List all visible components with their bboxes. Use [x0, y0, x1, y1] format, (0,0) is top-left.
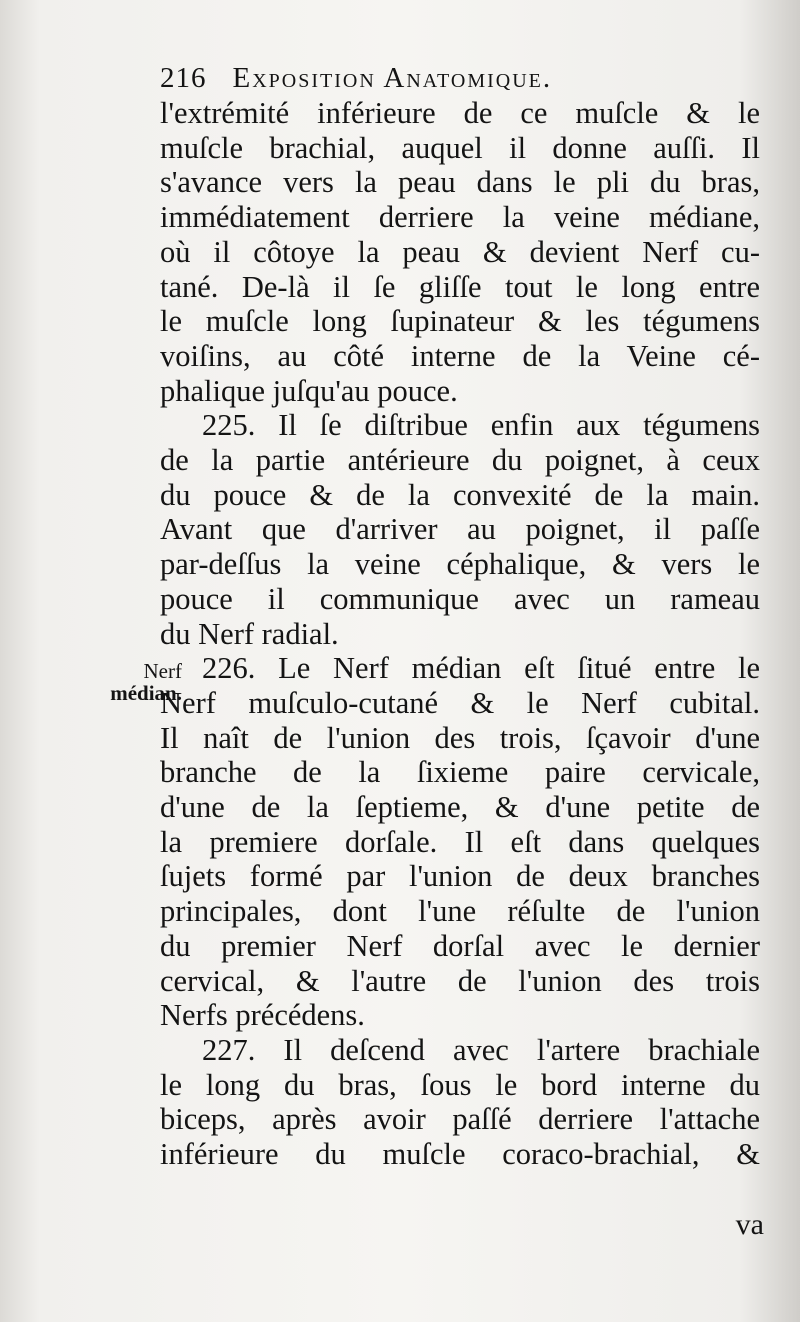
text-line: Nerf muſculo-cutané & le Nerf cubital. [160, 685, 760, 720]
text-line: muſcle brachial, auquel il donne auſſi. Il [160, 130, 760, 165]
text-line: s'avance vers la peau dans le pli du bras, [160, 165, 760, 200]
page-number: 216 [160, 62, 207, 94]
text-line: Nerfs précédens. [160, 998, 365, 1033]
catchword: va [735, 1208, 764, 1241]
text-line: biceps, après avoir paſſé derriere l'attache [160, 1102, 760, 1137]
body-text [160, 96, 760, 1172]
text-line: inférieure du muſcle coraco-brachial, & [160, 1137, 760, 1172]
running-header [160, 62, 552, 95]
text-line: du pouce & de la convexité de la main. [160, 477, 760, 512]
text-line: phalique juſqu'au pouce. [160, 373, 458, 408]
text-line: tané. De-là il ſe gliſſe tout le long entre [160, 269, 760, 304]
text-line: le long du bras, ſous le bord interne du [160, 1067, 760, 1102]
text-line: voiſins, au côté interne de la Veine cé- [160, 338, 760, 373]
text-line: Avant que d'arriver au poignet, il paſſe [160, 512, 760, 547]
text-line: immédiatement derriere la veine médiane, [160, 200, 760, 235]
text-line: ſujets formé par l'union de deux branches [160, 859, 760, 894]
margin-note-line: Nerf [143, 659, 182, 683]
text-line: l'extrémité inférieure de ce muſcle & le [160, 96, 760, 130]
text-line: où il côtoye la peau & devient Nerf cu- [160, 234, 760, 269]
text-line: 227. Il deſcend avec l'artere brachiale [202, 1032, 760, 1067]
text-line: du Nerf radial. [160, 616, 339, 651]
text-line: le muſcle long ſupinateur & les tégumens [160, 304, 760, 339]
text-line: par-deſſus la veine céphalique, & vers le [160, 547, 760, 582]
running-title: Exposition Anatomique. [232, 62, 553, 94]
margin-note-line: médian. [110, 681, 182, 705]
text-line: du premier Nerf dorſal avec le dernier [160, 928, 760, 963]
text-line: 226. Le Nerf médian eſt ſitué entre le [202, 651, 760, 686]
text-line: pouce il communique avec un rameau [160, 581, 760, 616]
text-line: la premiere dorſale. Il eſt dans quelques [160, 824, 760, 859]
text-line: principales, dont l'une réſulte de l'union [160, 894, 760, 929]
text-line: cervical, & l'autre de l'union des trois [160, 963, 760, 998]
text-line: Il naît de l'union des trois, ſçavoir d'une [160, 720, 760, 755]
text-line: de la partie antérieure du poignet, à ceux [160, 443, 760, 478]
text-line: branche de la ſixieme paire cervicale, [160, 755, 760, 790]
text-line: d'une de la ſeptieme, & d'une petite de [160, 790, 760, 825]
text-line: 225. Il ſe diſtribue enfin aux tégumens [202, 408, 760, 443]
